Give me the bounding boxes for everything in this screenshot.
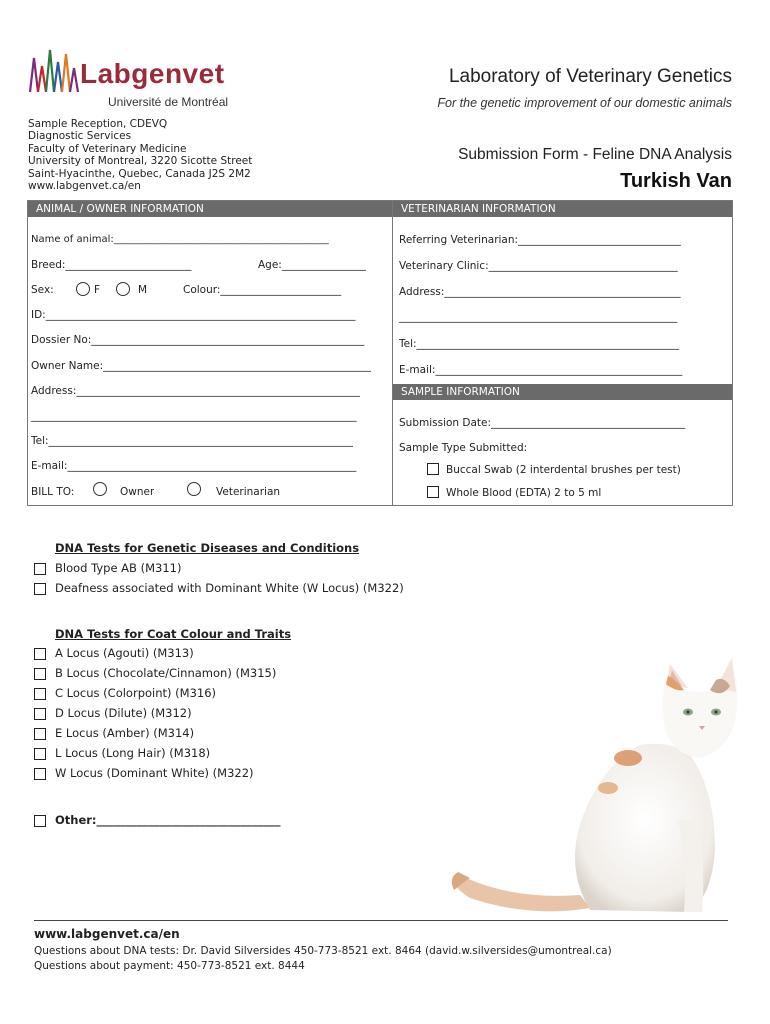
sex-female-label: F — [94, 284, 101, 296]
whole-blood-checkbox[interactable] — [427, 486, 439, 498]
footer-website-link[interactable]: www.labgenvet.ca/en — [34, 927, 180, 941]
sex-female-radio[interactable] — [76, 282, 90, 296]
test-checkbox[interactable] — [34, 563, 46, 575]
test-label: W Locus (Dominant White) (M322) — [55, 766, 254, 780]
other-test-field[interactable]: Other:________________________________ — [55, 813, 281, 827]
other-test-checkbox[interactable] — [34, 815, 46, 827]
test-checkbox[interactable] — [34, 583, 46, 595]
address-line: Saint-Hyacinthe, Quebec, Canada J2S 2M2 — [28, 167, 251, 180]
logo-university: Université de Montréal — [108, 95, 229, 109]
age-field[interactable]: Age:________________ — [258, 259, 366, 271]
animal-owner-header: ANIMAL / OWNER INFORMATION — [28, 201, 392, 217]
buccal-swab-label: Buccal Swab (2 interdental brushes per test) — [446, 464, 681, 476]
address-line: Diagnostic Services — [28, 130, 132, 143]
test-label: Blood Type AB (M311) — [55, 561, 182, 575]
referring-vet-field[interactable]: Referring Veterinarian:_______________________________ — [399, 234, 681, 246]
sex-label: Sex: — [31, 284, 54, 296]
address-line: Sample Reception, CDEVQ — [28, 118, 168, 130]
disease-tests-heading: DNA Tests for Genetic Diseases and Conditions — [55, 541, 360, 555]
labgenvet-logo — [28, 46, 243, 112]
form-box — [27, 200, 733, 506]
test-label: C Locus (Colorpoint) (M316) — [55, 686, 217, 700]
footer-divider — [34, 920, 728, 921]
dna-chromatogram-icon — [28, 46, 88, 96]
sex-male-label: M — [138, 284, 148, 296]
test-checkbox[interactable] — [34, 748, 46, 760]
address-line: University of Montreal, 3220 Sicotte Street — [28, 155, 253, 168]
coat-tests-heading: DNA Tests for Coat Colour and Traits — [55, 627, 292, 641]
bill-vet-radio[interactable] — [187, 482, 201, 496]
footer-dna-contact: Questions about DNA tests: Dr. David Silversides 450-773-8521 ext. 8464 (david.w.silversides@umontreal.ca) — [34, 945, 612, 957]
form-title: Submission Form - Feline DNA Analysis — [458, 146, 732, 163]
bill-vet-label: Veterinarian — [216, 486, 281, 498]
veterinarian-header: VETERINARIAN INFORMATION — [393, 201, 732, 217]
vet-clinic-field[interactable]: Veterinary Clinic:____________________________________ — [399, 260, 678, 272]
vet-email-field[interactable]: E-mail:_______________________________________________ — [399, 364, 683, 376]
sample-info-header: SAMPLE INFORMATION — [393, 384, 732, 400]
vet-address-field[interactable]: Address:_____________________________________________ — [399, 286, 681, 298]
dossier-field[interactable]: Dossier No:____________________________________________________ — [31, 334, 365, 346]
owner-email-field[interactable]: E-mail:_______________________________________________________ — [31, 460, 357, 472]
sample-type-label: Sample Type Submitted: — [399, 442, 528, 454]
owner-tel-field[interactable]: Tel:__________________________________________________________ — [31, 435, 354, 447]
website-link[interactable]: www.labgenvet.ca/en — [28, 180, 141, 193]
logo-wordmark: Labgenvet — [80, 58, 225, 89]
breed-title: Turkish Van — [620, 170, 732, 192]
sex-male-radio[interactable] — [116, 282, 130, 296]
whole-blood-label: Whole Blood (EDTA) 2 to 5 ml — [446, 487, 602, 499]
animal-name-field[interactable]: Name of animal:___________________________________________ — [31, 234, 329, 245]
test-checkbox[interactable] — [34, 648, 46, 660]
test-checkbox[interactable] — [34, 728, 46, 740]
breed-field[interactable]: Breed:________________________ — [31, 259, 192, 271]
test-label: E Locus (Amber) (M314) — [55, 726, 195, 740]
lab-address — [28, 118, 288, 192]
address-line: Faculty of Veterinary Medicine — [28, 142, 187, 155]
test-label: Deafness associated with Dominant White (W Locus) (M322) — [55, 581, 404, 595]
buccal-swab-checkbox[interactable] — [427, 463, 439, 475]
vet-tel-field[interactable]: Tel:__________________________________________________ — [399, 338, 680, 350]
test-checkbox[interactable] — [34, 768, 46, 780]
lab-title: Laboratory of Veterinary Genetics — [448, 66, 732, 87]
bill-to-label: BILL TO: — [31, 486, 75, 498]
test-label: A Locus (Agouti) (M313) — [55, 646, 194, 660]
submission-date-field[interactable]: Submission Date:_____________________________________ — [399, 417, 686, 429]
owner-name-field[interactable]: Owner Name:___________________________________________________ — [31, 360, 371, 372]
owner-address-field[interactable]: Address:______________________________________________________ — [31, 385, 360, 397]
turkish-van-cat-image — [440, 650, 750, 920]
test-checkbox[interactable] — [34, 688, 46, 700]
id-field[interactable]: ID:___________________________________________________________ — [31, 309, 356, 321]
bill-owner-label: Owner — [120, 486, 155, 498]
lab-tagline: For the genetic improvement of our domestic animals — [437, 96, 732, 110]
test-label: D Locus (Dilute) (M312) — [55, 706, 192, 720]
colour-field[interactable]: Colour:_______________________ — [183, 284, 342, 296]
owner-address-line2[interactable]: ______________________________________________________________ — [31, 410, 357, 422]
bill-owner-radio[interactable] — [93, 482, 107, 496]
footer-payment-contact: Questions about payment: 450-773-8521 ext. 8444 — [34, 960, 305, 972]
test-label: L Locus (Long Hair) (M318) — [55, 746, 211, 760]
test-checkbox[interactable] — [34, 668, 46, 680]
vet-address-line2[interactable]: _____________________________________________________ — [399, 311, 678, 323]
test-checkbox[interactable] — [34, 708, 46, 720]
test-label: B Locus (Chocolate/Cinnamon) (M315) — [55, 666, 277, 680]
column-divider — [392, 201, 393, 505]
